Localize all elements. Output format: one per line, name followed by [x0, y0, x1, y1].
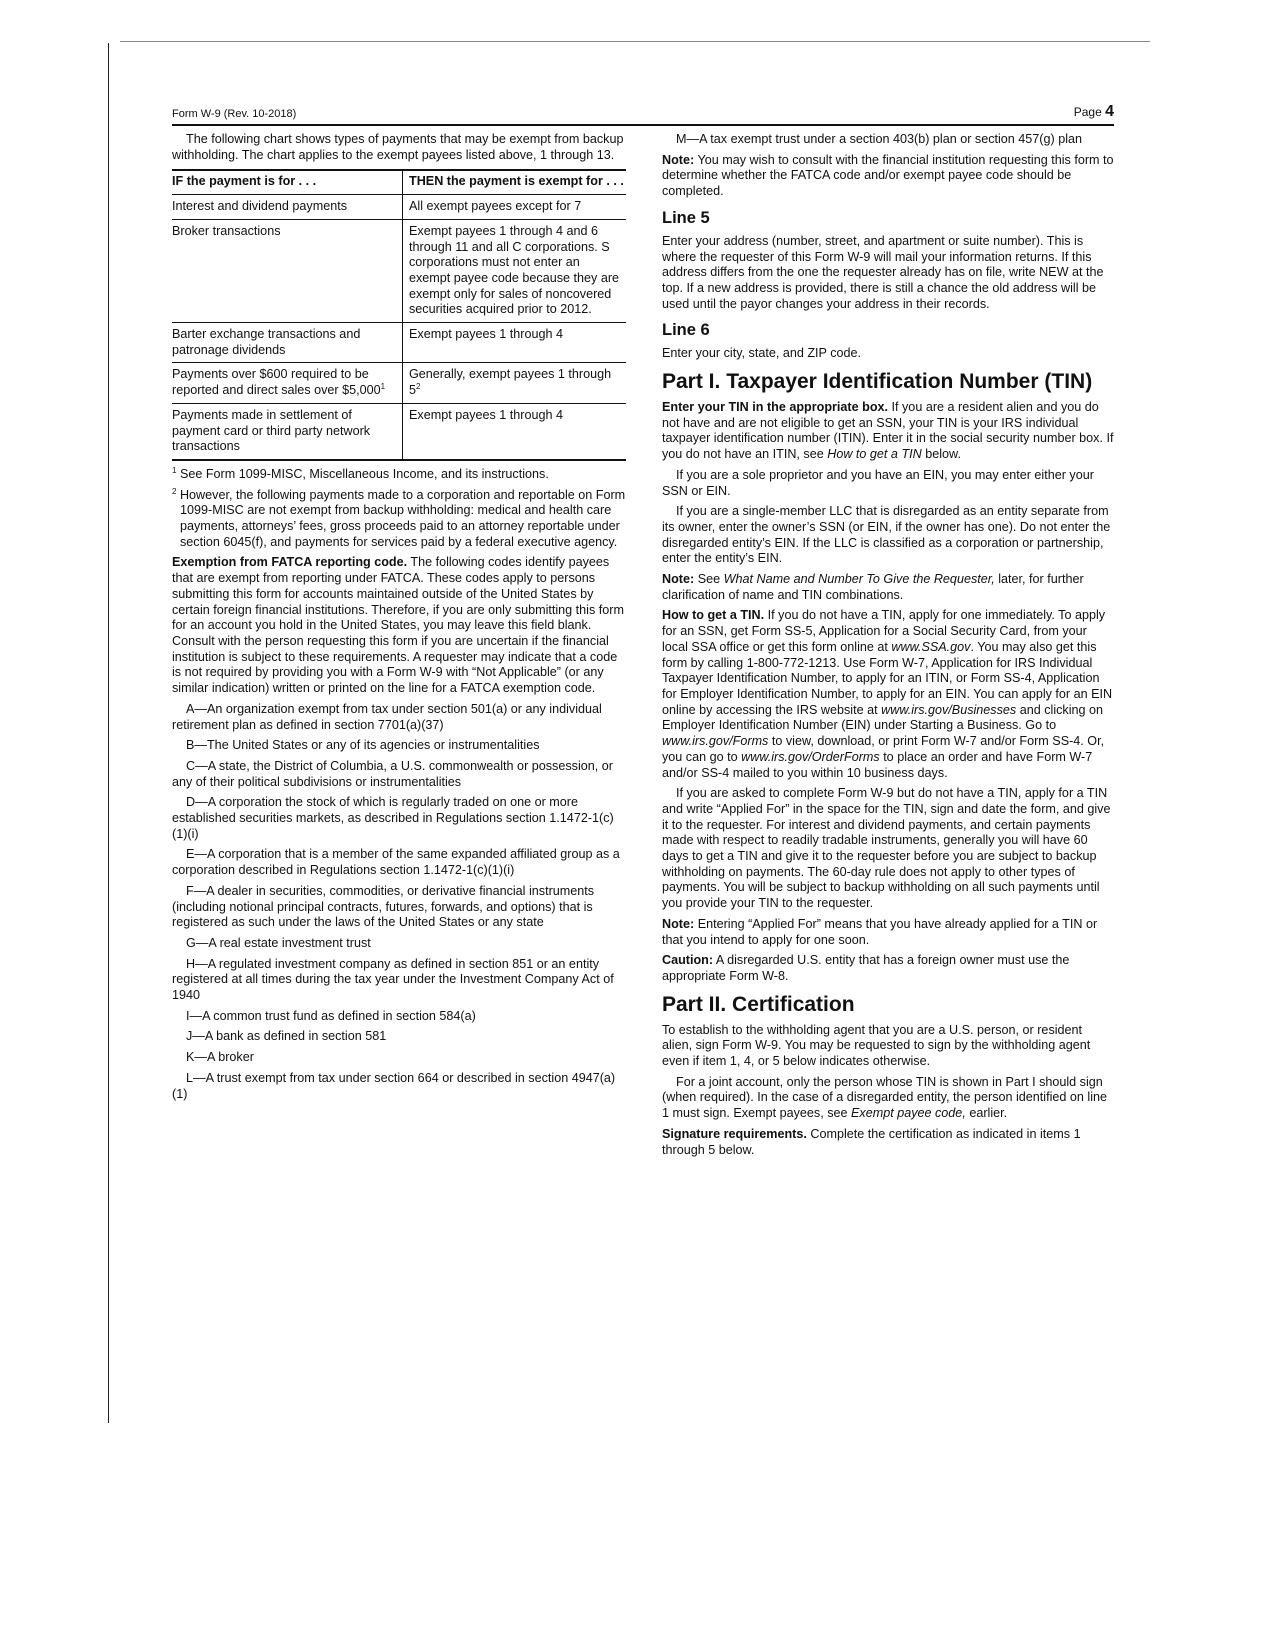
code-item-d: D—A corporation the stock of which is regularly traded on one or more established securities markets, as described in Regulations section 1.1472-1(c)(1)(i): [172, 795, 614, 841]
how-to-get-tin-paragraph: How to get a TIN. If you do not have a TIN, apply for one immediately. To apply for an SSN, get Form SS-5, Application for a Social Security Card, from your local SSA office or get this form online at www.SSA.gov. You may also get this form by calling 1-800-772-1213. Use Form W-7, Application for IRS Individual Taxpayer Identification Number, to apply for an ITIN, or Form SS-4, Application for Employer Identification Number, to apply for an EIN. You can apply for an EIN online by accessing the IRS website at www.irs.gov/Businesses and clicking on Employer Identification Number (EIN) under Starting a Business. Go to www.irs.gov/Forms to view, download, or print Form W-7 and/or Form SS-4. Or, you can go to www.irs.gov/OrderForms to place an order and have Form W-7 and/or SS-4 mailed to you within 10 business days.: [662, 608, 1113, 780]
note-name-number: Note: See What Name and Number To Give the Requester, later, for further clarification of name and TIN combinations.: [662, 572, 1084, 602]
payment-cell: Broker transactions: [172, 219, 403, 322]
irs-orderforms-link[interactable]: www.irs.gov/OrderForms: [741, 749, 880, 764]
fatca-title: Exemption from FATCA reporting code.: [172, 555, 408, 570]
footnote-ref: 2: [416, 381, 421, 391]
page-number: 4: [1105, 103, 1114, 120]
chart-header-payment: IF the payment is for . . .: [172, 170, 403, 194]
table-row: [172, 323, 626, 363]
chart-header-exempt: THEN the payment is exempt for . . .: [403, 170, 627, 194]
page-number-label: [1074, 103, 1114, 121]
line6-text: Enter your city, state, and ZIP code.: [662, 346, 862, 361]
table-row: [172, 195, 626, 220]
code-item-a: A—An organization exempt from tax under section 501(a) or any individual retirement plan as defined in section 7701(a)(37): [172, 701, 602, 732]
certification-paragraph: To establish to the withholding agent that you are a U.S. person, or resident alien, sign Form W-9. You may be requested to sign by the withholding agent even if item 1, 4, or 5 below indicates otherwise.: [662, 1022, 1091, 1069]
exempt-cell: Exempt payees 1 through 4 and 6 through 11 and all C corporations. S corporations must not enter an exempt payee code because they are exempt only for sales of noncovered securities acquired prior to 2012.: [403, 219, 627, 322]
caution-paragraph: Caution: A disregarded U.S. entity that has a foreign owner must use the appropriate Form W-8.: [662, 953, 1070, 983]
code-item-f: F—A dealer in securities, commodities, or derivative financial instruments (including notional principal contracts, futures, forwards, and options) that is registered as such under the laws of the United States or any state: [172, 883, 595, 930]
chart-header-row: [172, 170, 626, 194]
part2-heading: Part II. Certification: [662, 992, 855, 1016]
line5-heading: Line 5: [662, 208, 710, 227]
note-applied-for: Note: Entering “Applied For” means that you have already applied for a TIN or that you intend to apply for one soon.: [662, 916, 1098, 947]
payment-cell: Barter exchange transactions and patronage dividends: [172, 323, 403, 363]
code-item-m: M—A tax exempt trust under a section 403(b) plan or section 457(g) plan: [676, 132, 1083, 146]
code-item-l: L—A trust exempt from tax under section 664 or described in section 4947(a)(1): [172, 1070, 616, 1101]
exempt-payment-chart: [172, 169, 626, 461]
code-item-h: H—A regulated investment company as defined in section 851 or an entity registered at all times during the tax year under the Investment Company Act of 1940: [172, 956, 614, 1003]
left-column: [172, 132, 626, 1107]
code-item-k: K—A broker: [186, 1050, 254, 1065]
form-id: Form W-9 (Rev. 10-2018): [172, 108, 297, 120]
code-item-g: G—A real estate investment trust: [186, 935, 371, 950]
tin-box-paragraph: Enter your TIN in the appropriate box. If you are a resident alien and you do not have and are not eligible to get an SSN, your TIN is your IRS individual taxpayer identification number (ITIN). Enter it in the social security number box. If you do not have an ITIN, see How to get a TIN below.: [662, 400, 1114, 462]
irs-forms-link[interactable]: www.irs.gov/Forms: [662, 734, 769, 749]
exempt-cell: Exempt payees 1 through 4: [403, 323, 627, 363]
payment-cell: Payments over $600 required to be reported and direct sales over $5,000$^1$: [172, 363, 403, 403]
llc-paragraph: If you are a single-member LLC that is disregarded as an entity separate from its owner, enter the owner’s SSN (or EIN, if the owner has one). Do not enter the disregarded entity’s EIN. If the LLC is classified as a corporation or partnership, enter the entity’s EIN.: [662, 504, 1111, 566]
part1-heading: Part I. Taxpayer Identification Number (TIN): [662, 370, 1093, 394]
payment-cell: Interest and dividend payments: [172, 195, 403, 220]
payment-cell: Payments made in settlement of payment card or third party network transactions: [172, 403, 403, 460]
left-border-rule: [108, 43, 109, 1423]
fatca-paragraph: Exemption from FATCA reporting code. The following codes identify payees that are exempt from reporting under FATCA. These codes apply to persons submitting this form for accounts maintained outside of the United States by certain foreign financial institutions. Therefore, if you are only submitting this form for an account you hold in the United States, you may leave this field blank. Consult with the person requesting this form if you are uncertain if the financial institution is subject to these requirements. A requester may indicate that a code is not required by providing you with a Form W-9 with “Not Applicable” (or any similar indication) written or printed on the line for a FATCA exemption code.: [172, 555, 624, 696]
ssa-link[interactable]: www.SSA.gov: [891, 639, 971, 654]
code-item-b: B—The United States or any of its agencies or instrumentalities: [186, 738, 540, 753]
code-item-i: I—A common trust fund as defined in section 584(a): [186, 1008, 476, 1023]
footnote-ref: 1: [380, 381, 386, 391]
table-row: [172, 403, 626, 460]
joint-account-paragraph: For a joint account, only the person whose TIN is shown in Part I should sign (when required). In the case of a disregarded entity, the person identified on line 1 must sign. Exempt payees, see Exempt payee code, earlier.: [662, 1074, 1108, 1121]
note-fatca: Note: You may wish to consult with the financial institution requesting this form to determine whether the FATCA code and/or exempt payee code should be completed.: [662, 152, 1114, 199]
chart-intro: The following chart shows types of payments that may be exempt from backup withholding. The chart applies to the exempt payees listed above, 1 through 13.: [172, 132, 624, 162]
code-item-j: J—A bank as defined in section 581: [186, 1029, 387, 1044]
footnote-1: $^1$ See Form 1099-MISC, Miscellaneous Income, and its instructions.: [172, 465, 549, 481]
table-row: [172, 219, 626, 322]
exempt-cell: Exempt payees 1 through 4: [403, 403, 627, 460]
right-column: [662, 132, 1114, 1163]
applied-for-paragraph: If you are asked to complete Form W-9 but do not have a TIN, apply for a TIN and write “Applied For” in the space for the TIN, sign and date the form, and give it to the requester. For interest and dividend payments, and certain payments made with respect to readily tradable instruments, generally you will have 60 days to get a TIN and give it to the requester before you are subject to backup withholding on payments. The 60-day rule does not apply to other types of payments. You will be subject to backup withholding on all such payments until you provide your TIN to the requester.: [662, 786, 1111, 911]
top-border-rule: [120, 41, 1150, 42]
footnote-2: $^2$ However, the following payments made to a corporation and reportable on Form 1099-MISC are not exempt from backup withholding: medical and health care payments, attorneys’ fees, gross proceeds paid to an attorney reportable under section 6045(f), and payments for services paid by a federal executive agency.: [172, 486, 626, 549]
signature-requirements-paragraph: Signature requirements. Complete the certification as indicated in items 1 through 5 below.: [662, 1126, 1081, 1157]
code-item-e: E—A corporation that is a member of the same expanded affiliated group as a corporation described in Regulations section 1.1472-1(c)(1)(i): [172, 847, 620, 878]
exempt-cell: Generally, exempt payees 1 through $5^2$: [403, 363, 627, 403]
page-word: Page: [1073, 105, 1102, 119]
table-row: [172, 363, 626, 403]
sole-proprietor-paragraph: If you are a sole proprietor and you have an EIN, you may enter either your SSN or EIN.: [662, 467, 1094, 498]
exempt-cell: All exempt payees except for 7: [403, 195, 627, 220]
page-header: [172, 100, 1114, 126]
irs-businesses-link[interactable]: www.irs.gov/Businesses: [881, 702, 1017, 717]
line5-text: Enter your address (number, street, and apartment or suite number). This is where the requester of this Form W-9 will mail your information returns. If this address differs from the one the requester already has on file, write NEW at the top. If a new address is provided, there is still a chance the old address will be used until the payor changes your address in their records.: [662, 233, 1104, 311]
line6-heading: Line 6: [662, 321, 710, 340]
code-item-c: C—A state, the District of Columbia, a U.S. commonwealth or possession, or any of their political subdivisions or instrumentalities: [172, 758, 613, 789]
